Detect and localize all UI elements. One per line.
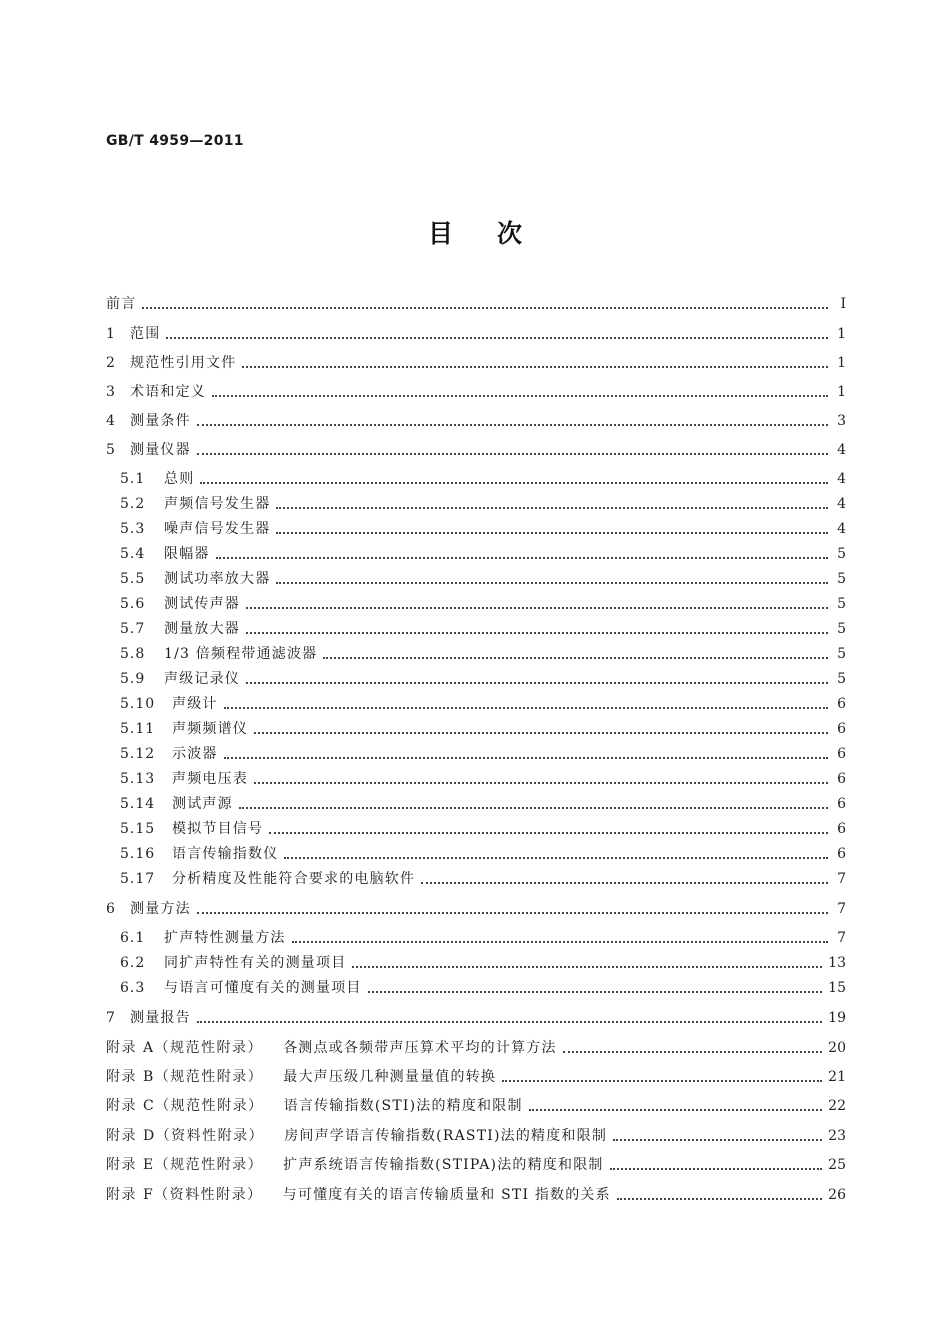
toc-entry-number: 6.3: [120, 980, 146, 996]
toc-entry-page: 4: [837, 521, 846, 537]
toc-entry-number: 5.14: [120, 796, 156, 812]
toc-entry-number: 5.12: [120, 746, 156, 762]
toc-entry[interactable]: [120, 717, 846, 739]
toc-entry-number: 5.7: [120, 621, 146, 637]
toc-entry-label: 同扩声特性有关的测量项目: [164, 955, 347, 971]
standard-code: GB/T 4959—2011: [106, 133, 244, 149]
toc-leader-dots: [323, 657, 828, 659]
toc-entry-label: 声级计: [172, 696, 218, 712]
toc-entry-label: 规范性引用文件: [130, 355, 237, 371]
toc-entry[interactable]: [120, 542, 846, 564]
toc-entry-page: 26: [828, 1187, 846, 1203]
toc-leader-dots: [254, 732, 828, 734]
toc-entry-page: 5: [837, 621, 846, 637]
toc-entry-number: 附录 B（规范性附录）: [106, 1069, 264, 1085]
toc-entry-page: 20: [828, 1040, 846, 1056]
toc-leader-dots: [200, 482, 828, 484]
toc-entry-number: 5.6: [120, 596, 146, 612]
toc-entry-number: 6: [106, 901, 116, 917]
toc-entry[interactable]: [106, 351, 846, 373]
toc-leader-dots: [352, 966, 822, 968]
toc-entry-label: 测量报告: [130, 1010, 191, 1026]
toc-entry-label: 测试功率放大器: [164, 571, 271, 587]
toc-leader-dots: [276, 532, 828, 534]
toc-entry[interactable]: [106, 1183, 846, 1205]
toc-entry-page: 5: [837, 671, 846, 687]
toc-entry[interactable]: [120, 517, 846, 539]
toc-entry-label: 扩声特性测量方法: [164, 930, 286, 946]
toc-entry-label: 测量仪器: [130, 442, 191, 458]
toc-entry-label: 总则: [164, 471, 195, 487]
toc-entry-number: 5.1: [120, 471, 146, 487]
toc-entry[interactable]: [120, 926, 846, 948]
toc-entry-page: 5: [837, 571, 846, 587]
toc-entry-label: 最大声压级几种测量量值的转换: [283, 1069, 497, 1085]
toc-leader-dots: [269, 832, 828, 834]
toc-entry-number: 附录 A（规范性附录）: [106, 1040, 264, 1056]
toc-leader-dots: [613, 1139, 822, 1141]
toc-entry-page: 4: [837, 496, 846, 512]
toc-entry[interactable]: [120, 867, 846, 889]
toc-title: 目次: [427, 219, 566, 248]
toc-entry-number: 附录 E（规范性附录）: [106, 1157, 264, 1173]
toc-leader-dots: [617, 1198, 822, 1200]
toc-entry[interactable]: [106, 380, 846, 402]
toc-entry-page: 5: [837, 596, 846, 612]
toc-entry-label: 范围: [130, 326, 161, 342]
toc-leader-dots: [224, 757, 828, 759]
toc-entry[interactable]: [120, 592, 846, 614]
toc-entry-page: 19: [828, 1010, 846, 1026]
toc-entry[interactable]: [120, 467, 846, 489]
toc-entry-number: 7: [106, 1010, 116, 1026]
toc-entry-number: 5.11: [120, 721, 156, 737]
toc-entry-number: 附录 F（资料性附录）: [106, 1187, 263, 1203]
toc-leader-dots: [292, 941, 828, 943]
toc-leader-dots: [276, 507, 828, 509]
toc-entry-number: 5.4: [120, 546, 146, 562]
toc-entry[interactable]: [106, 1036, 846, 1058]
toc-entry-number: 5: [106, 442, 116, 458]
toc-leader-dots: [529, 1109, 823, 1111]
toc-entry[interactable]: [120, 692, 846, 714]
toc-entry-page: 6: [837, 821, 846, 837]
toc-entry-page: 25: [828, 1157, 846, 1173]
toc-entry-label: 房间声学语言传输指数(RASTI)法的精度和限制: [284, 1128, 608, 1144]
toc-leader-dots: [197, 1021, 822, 1023]
toc-entry-label: 与语言可懂度有关的测量项目: [164, 980, 362, 996]
toc-entry-page: 1: [837, 384, 846, 400]
toc-entry-number: 5.5: [120, 571, 146, 587]
toc-entry-page: 7: [837, 930, 846, 946]
toc-leader-dots: [563, 1051, 823, 1053]
toc-entry[interactable]: [120, 817, 846, 839]
toc-entry-page: 5: [837, 546, 846, 562]
toc-entry-page: 6: [837, 696, 846, 712]
toc-entry-page: 4: [837, 442, 846, 458]
toc-entry-label: 各测点或各频带声压算术平均的计算方法: [283, 1040, 557, 1056]
toc-leader-dots: [216, 557, 828, 559]
toc-entry[interactable]: [120, 492, 846, 514]
toc-entry-label: 限幅器: [164, 546, 210, 562]
toc-entry-page: 6: [837, 796, 846, 812]
toc-entry[interactable]: [106, 1124, 846, 1146]
toc-entry[interactable]: [106, 1065, 846, 1087]
toc-entry[interactable]: [106, 1153, 846, 1175]
toc-leader-dots: [197, 424, 828, 426]
toc-entry-page: 13: [828, 955, 846, 971]
toc-leader-dots: [421, 882, 828, 884]
toc-entry-label: 测试声源: [172, 796, 233, 812]
toc-leader-dots: [246, 682, 828, 684]
toc-leader-dots: [242, 366, 828, 368]
toc-entry[interactable]: [120, 642, 846, 664]
toc-entry-label: 声频电压表: [172, 771, 248, 787]
toc-leader-dots: [276, 582, 828, 584]
toc-entry-label: 术语和定义: [130, 384, 206, 400]
toc-entry-page: 3: [837, 413, 846, 429]
toc-entry[interactable]: [106, 1006, 846, 1028]
toc-leader-dots: [166, 337, 828, 339]
toc-entry-page: 7: [837, 871, 846, 887]
toc-entry-page: 1: [837, 326, 846, 342]
toc-entry-label: 声频信号发生器: [164, 496, 271, 512]
toc-entry[interactable]: [106, 292, 846, 314]
toc-entry-page: 4: [837, 471, 846, 487]
toc-entry-label: 语言传输指数(STI)法的精度和限制: [283, 1098, 523, 1114]
toc-entry-number: 附录 C（规范性附录）: [106, 1098, 264, 1114]
toc-leader-dots: [254, 782, 828, 784]
toc-entry[interactable]: [120, 742, 846, 764]
toc-entry-label: 测量放大器: [164, 621, 240, 637]
toc-entry-page: 1: [837, 355, 846, 371]
toc-leader-dots: [197, 912, 828, 914]
toc-entry-number: 5.9: [120, 671, 146, 687]
toc-entry[interactable]: [120, 976, 846, 998]
toc-leader-dots: [239, 807, 828, 809]
toc-entry-number: 4: [106, 413, 116, 429]
toc-leader-dots: [502, 1080, 822, 1082]
toc-leader-dots: [246, 607, 828, 609]
toc-leader-dots: [246, 632, 828, 634]
toc-entry[interactable]: [106, 322, 846, 344]
toc-entry[interactable]: [120, 617, 846, 639]
toc-entry-label: 语言传输指数仪: [172, 846, 279, 862]
toc-entry[interactable]: [120, 567, 846, 589]
toc-entry[interactable]: [106, 409, 846, 431]
toc-entry-page: 15: [828, 980, 846, 996]
toc-entry[interactable]: [120, 667, 846, 689]
toc-entry-label: 测量条件: [130, 413, 191, 429]
toc-entry-label: 前言: [106, 296, 137, 312]
toc-entry-number: 5.17: [120, 871, 156, 887]
toc-entry-page: 7: [837, 901, 846, 917]
toc-entry[interactable]: [120, 951, 846, 973]
toc-entry[interactable]: [106, 438, 846, 460]
toc-entry-label: 声级记录仪: [164, 671, 240, 687]
toc-entry-page: 6: [837, 771, 846, 787]
toc-entry-page: 22: [828, 1098, 846, 1114]
toc-leader-dots: [142, 307, 828, 309]
toc-entry-page: 23: [828, 1128, 846, 1144]
toc-entry-number: 1: [106, 326, 116, 342]
toc-entry[interactable]: [120, 767, 846, 789]
toc-entry-label: 模拟节目信号: [172, 821, 264, 837]
toc-entry-page: 6: [837, 846, 846, 862]
toc-entry-page: 6: [837, 721, 846, 737]
toc-leader-dots: [224, 707, 828, 709]
toc-entry[interactable]: [106, 1094, 846, 1116]
toc-entry-page: 21: [828, 1069, 846, 1085]
toc-leader-dots: [212, 395, 828, 397]
toc-entry-number: 6.2: [120, 955, 146, 971]
toc-entry-label: 与可懂度有关的语言传输质量和 STI 指数的关系: [282, 1187, 611, 1203]
toc-entry-label: 示波器: [172, 746, 218, 762]
toc-entry-page: Ⅰ: [840, 296, 846, 312]
toc-entry-number: 3: [106, 384, 116, 400]
toc-entry-label: 噪声信号发生器: [164, 521, 271, 537]
toc-entry[interactable]: [106, 897, 846, 919]
toc-entry[interactable]: [120, 792, 846, 814]
toc-entry-label: 测试传声器: [164, 596, 240, 612]
toc-entry-number: 5.13: [120, 771, 156, 787]
toc-entry-label: 测量方法: [130, 901, 191, 917]
toc-entry-number: 5.10: [120, 696, 156, 712]
toc-entry-label: 声频频谱仪: [172, 721, 248, 737]
toc-entry-number: 附录 D（资料性附录）: [106, 1128, 265, 1144]
toc-entry-number: 5.3: [120, 521, 146, 537]
toc-entry-number: 2: [106, 355, 116, 371]
toc-entry-label: 分析精度及性能符合要求的电脑软件: [172, 871, 416, 887]
toc-entry-page: 6: [837, 746, 846, 762]
toc-leader-dots: [610, 1168, 823, 1170]
toc-leader-dots: [284, 857, 828, 859]
toc-entry-label: 扩声系统语言传输指数(STIPA)法的精度和限制: [283, 1157, 604, 1173]
toc-entry-number: 5.2: [120, 496, 146, 512]
toc-entry-page: 5: [837, 646, 846, 662]
toc-entry-number: 5.16: [120, 846, 156, 862]
toc-entry-number: 5.8: [120, 646, 146, 662]
toc-entry-number: 6.1: [120, 930, 146, 946]
toc-entry-number: 5.15: [120, 821, 156, 837]
toc-entry[interactable]: [120, 842, 846, 864]
toc-leader-dots: [368, 991, 823, 993]
toc-leader-dots: [197, 453, 828, 455]
toc-entry-label: 1/3 倍频程带通滤波器: [164, 646, 318, 662]
